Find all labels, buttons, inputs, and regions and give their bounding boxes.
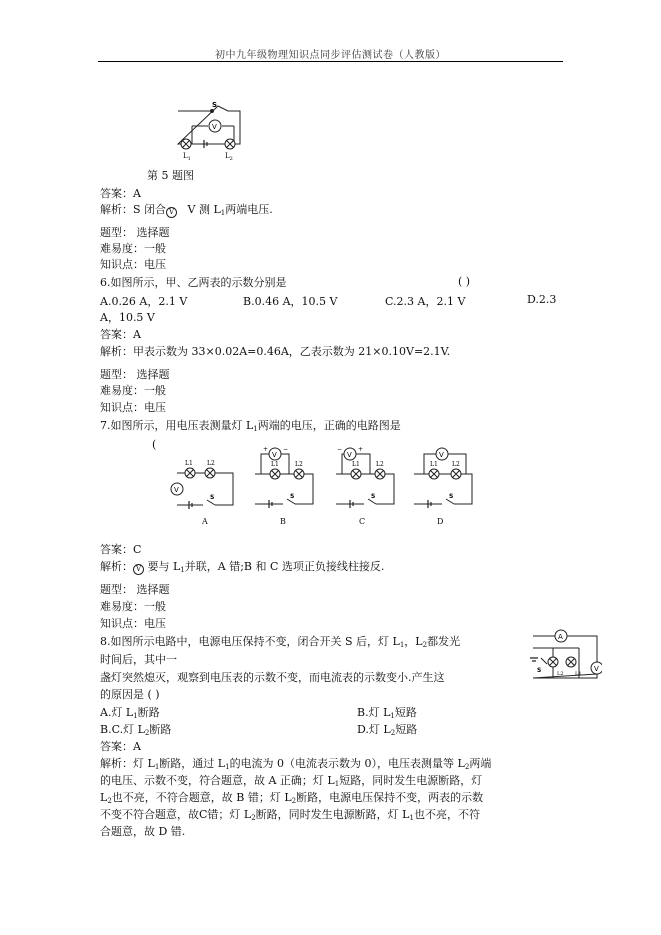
- q6-answer: 答案：A: [100, 328, 141, 341]
- q7-paren: (: [152, 438, 157, 451]
- q8-option-b: B.灯 $L_1$短路: [357, 706, 417, 720]
- q6-option-c: C.2.3 A，2.1 V: [385, 295, 466, 308]
- q8-option-a: A.灯 $L_1$断路: [100, 706, 160, 720]
- svg-text:A: A: [558, 633, 563, 641]
- q8-circuit-figure: [527, 628, 602, 684]
- svg-text:L2: L2: [295, 461, 303, 468]
- q6-option-d: D.2.3: [527, 293, 557, 306]
- q6-option-d-cont: A，10.5 V: [100, 311, 155, 324]
- page-header: 初中九年级物理知识点同步评估测试卷（人教版）: [215, 50, 446, 61]
- svg-text:S: S: [537, 667, 542, 674]
- voltmeter-icon: V: [166, 207, 177, 218]
- svg-text:+: +: [263, 446, 269, 453]
- q7-label-b: B: [280, 517, 286, 526]
- q5-type: 题型： 选择题: [100, 226, 170, 239]
- q5-figure-caption: 第 5 题图: [147, 169, 194, 182]
- svg-text:L2: L2: [207, 460, 215, 467]
- q6-paren: ( ): [458, 275, 471, 288]
- svg-text:V: V: [594, 665, 599, 673]
- svg-text:L1: L1: [430, 461, 438, 468]
- q8-analysis-line3: $L_2$也不亮，不符合题意，故 B 错；灯 $L_2$断路，电源电压保持不变，两表的示数: [100, 791, 484, 805]
- svg-text:L1: L1: [185, 460, 193, 467]
- q5-answer: 答案：A: [100, 187, 141, 200]
- svg-text:S: S: [210, 494, 215, 501]
- q7-label-c: C: [359, 517, 366, 526]
- svg-text:L2: L2: [557, 671, 564, 677]
- q7-difficulty: 难易度：一般: [100, 600, 166, 613]
- svg-text:S: S: [371, 493, 376, 500]
- q8-option-d: D.灯 $L_2$短路: [357, 723, 418, 737]
- q8-analysis-line4: 不变不符合题意，故C错；灯 $L_2$断路，同时发生电源断路，灯 $L_1$也不亮，不符: [100, 808, 480, 822]
- q7-knowledge: 知识点：电压: [100, 617, 166, 630]
- q6-option-b: B.0.46 A，10.5 V: [243, 295, 338, 308]
- q8-analysis-line5: 合题意，故 D 错.: [100, 825, 186, 838]
- q8-stem-line4: 的原因是 ( ): [100, 688, 160, 701]
- svg-text:−: −: [337, 446, 343, 453]
- q7-label-d: D: [437, 517, 444, 526]
- q8-analysis-line1: 解析：灯 $L_1$断路，通过 $L_1$的电流为 0（电流表示数为 0），电压表测量等 $L_2$两端: [100, 757, 492, 771]
- q5-analysis: 解析：S 闭合 V V 测 $L_1$两端电压.: [100, 203, 273, 217]
- q6-type: 题型： 选择题: [100, 368, 170, 381]
- q5-knowledge: 知识点：电压: [100, 258, 166, 271]
- svg-text:L2: L2: [376, 461, 384, 468]
- header-rule: [98, 61, 563, 62]
- svg-text:S: S: [212, 101, 218, 109]
- q7-circuit-c: [328, 440, 403, 520]
- svg-text:L1: L1: [352, 461, 360, 468]
- svg-text:L2: $L_2$: [225, 152, 233, 162]
- q7-answer: 答案：C: [100, 543, 142, 556]
- q8-stem-line3: 盏灯突然熄灭，观察到电压表的示数不变，而电流表的示数变小.产生这: [100, 671, 445, 684]
- svg-text:L1: L1: [575, 671, 582, 677]
- svg-text:V: V: [347, 451, 352, 459]
- q7-analysis: 解析： V 要与 $L_1$并联，A 错;B 和 C 选项正负接线柱接反.: [100, 560, 385, 574]
- q8-analysis-line2: 的电压、示数不变，符合题意，故 A 正确；灯 $L_1$短路，同时发生电源断路，灯: [100, 774, 483, 788]
- voltmeter-icon: V: [133, 564, 144, 575]
- q8-option-c: B.C.灯 $L_2$断路: [100, 723, 172, 737]
- svg-text:S: S: [290, 493, 295, 500]
- q6-analysis: 解析：甲表示数为 33×0.02A=0.46A，乙表示数为 21×0.10V=2.1V.: [100, 345, 451, 358]
- svg-text:V: V: [439, 451, 444, 459]
- q6-knowledge: 知识点：电压: [100, 401, 166, 414]
- q5-difficulty: 难易度：一般: [100, 242, 166, 255]
- svg-text:−: −: [283, 446, 289, 453]
- svg-text:+: +: [358, 446, 364, 453]
- svg-text:S: S: [449, 493, 454, 500]
- q7-circuit-d: [406, 440, 481, 520]
- svg-text:L1: $L_1$: [183, 152, 191, 162]
- q6-option-a: A.0.26 A，2.1 V: [100, 295, 188, 308]
- q6-stem: 6.如图所示，甲、乙两表的示数分别是: [100, 276, 287, 289]
- q7-label-a: A: [202, 517, 208, 526]
- svg-text:L2: L2: [452, 461, 460, 468]
- q5-circuit-figure: [168, 96, 248, 166]
- q6-difficulty: 难易度：一般: [100, 384, 166, 397]
- q8-stem-line2: 时间后，其中一: [100, 653, 177, 666]
- svg-text:V: V: [174, 486, 179, 494]
- svg-text:L1: L1: [271, 461, 279, 468]
- svg-text:V: V: [212, 123, 217, 131]
- q8-stem-line1: 8.如图所示电路中，电源电压保持不变，闭合开关 S 后，灯 $L_1$，$L_2$都发光: [100, 635, 461, 649]
- q7-stem: 7.如图所示，用电压表测量灯 $L_1$两端的电压，正确的电路图是: [100, 419, 401, 433]
- q8-answer: 答案：A: [100, 740, 141, 753]
- svg-text:V: V: [272, 451, 277, 459]
- q7-type: 题型： 选择题: [100, 583, 170, 596]
- q7-circuit-b: [247, 440, 322, 520]
